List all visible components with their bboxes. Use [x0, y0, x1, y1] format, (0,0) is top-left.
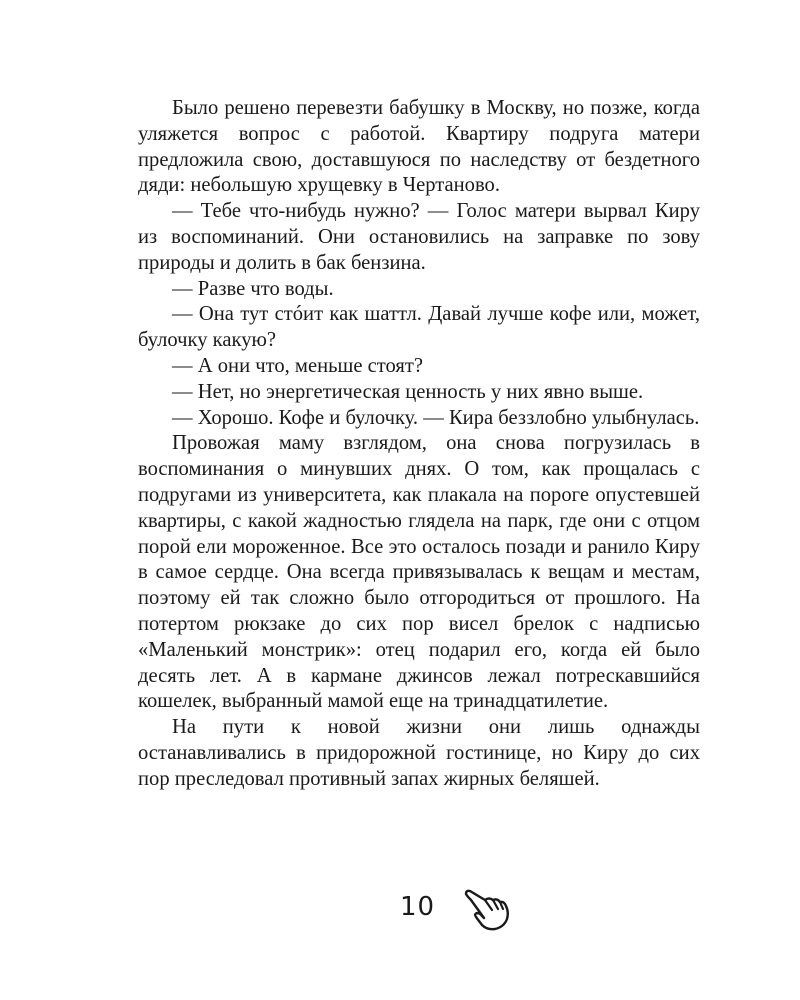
pointing-hand-icon [463, 886, 511, 932]
paragraph-8: Провожая маму взглядом, она снова погрузилась в воспоминания о минувших днях. О том, как прощалась с подругами из университета, как плакала на пороге опустевшей квартиры, с какой жадностью глядела на парк, где они с отцом порой ели мороженное. Все это осталось позади и ранило Киру в самое сердце. Она всегда привязывалась к вещам и местам, поэтому ей так сложно было отгородиться от прошлого. На потертом рюкзаке до сих пор висел брелок с надписью «Маленький монстрик»: отец подарил его, когда ей было десять лет. А в кармане джинсов лежал потрескавшийся кошелек, выбранный мамой еще на тринадцатилетие. [138, 432, 700, 713]
page-footer [0, 884, 800, 934]
paragraph-1: Было решено перевезти бабушку в Москву, но позже, когда уляжется вопрос с работой. Квартиру подруга матери предложила свою, доставшуюся по наследству от бездетного дяди: небольшую хрущевку в Чертаново. [138, 97, 700, 197]
paragraph-7: — Хорошо. Кофе и булочку. — Кира беззлобно улыбнулась. [172, 406, 700, 429]
paragraph-2: — Тебе что-нибудь нужно? — Голос матери вырвал Киру из воспоминаний. Они остановились на заправке по зову природы и долить в бак бензина. [138, 200, 700, 274]
paragraph-4: — Она тут стóит как шаттл. Давай лучше кофе или, может, булочку какую? [138, 303, 700, 352]
page-number: 10 [400, 892, 436, 922]
paragraph-5: — А они что, меньше стоят? [172, 354, 424, 377]
paragraph-9: На пути к новой жизни они лишь однажды останавливались в придорожной гостинице, но Киру до сих пор преследовал противный запах жирных беляшей. [138, 716, 700, 790]
paragraph-3: — Разве что воды. [172, 277, 334, 300]
paragraph-6: — Нет, но энергетическая ценность у них явно выше. [172, 380, 644, 403]
body-text [138, 96, 700, 793]
